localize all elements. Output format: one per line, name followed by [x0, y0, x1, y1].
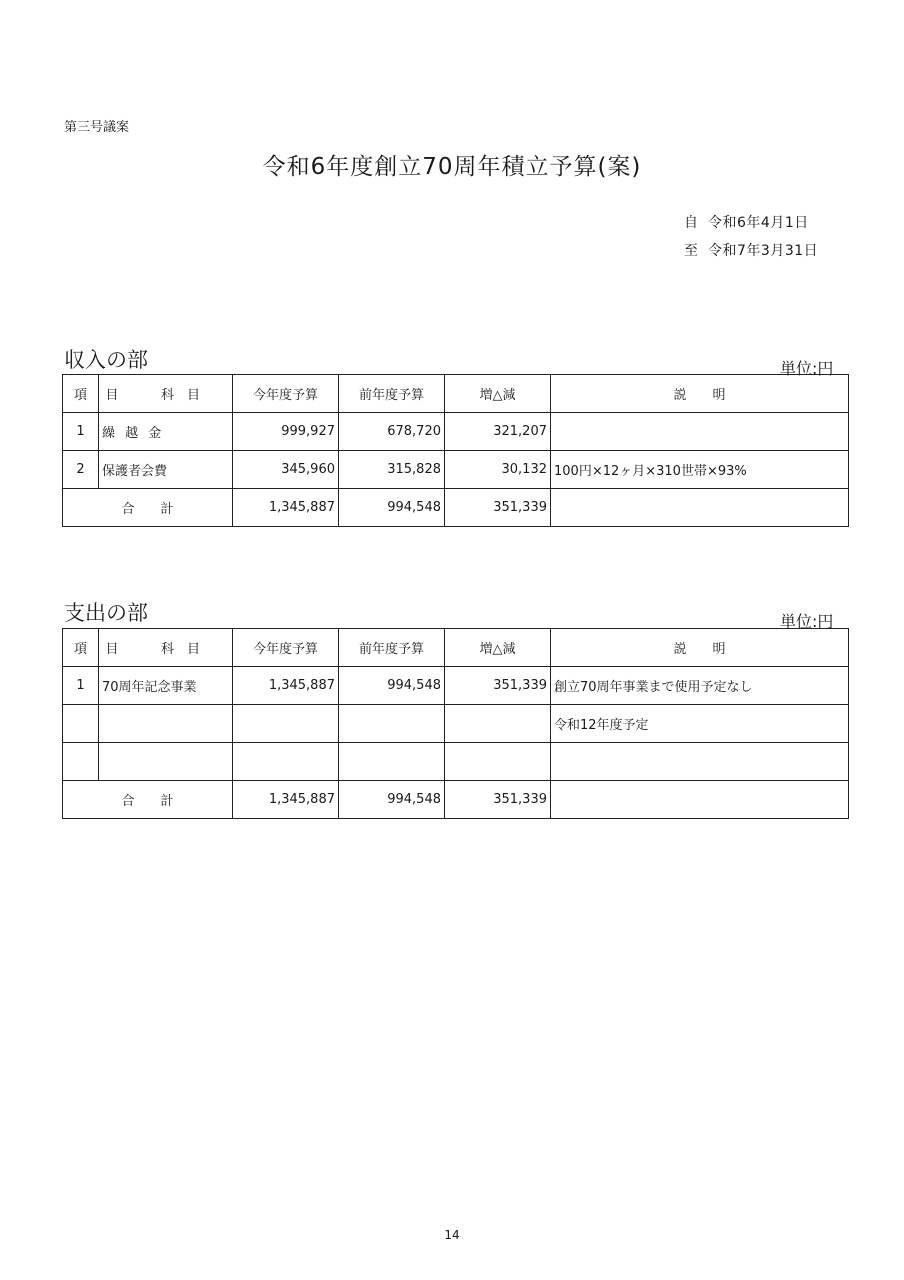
header-moku: 目: [105, 642, 119, 657]
row-name: [99, 743, 233, 781]
row-name: [99, 705, 233, 743]
expense-header-row: [63, 629, 849, 667]
row-description: [551, 743, 849, 781]
agenda-label: 第三号議案: [64, 120, 130, 135]
total-label: 合 計: [63, 489, 233, 527]
total-current: 1,345,887: [233, 489, 339, 527]
row-description: 令和12年度予定: [551, 705, 849, 743]
row-change: 351,339: [445, 667, 551, 705]
row-current: 345,960: [233, 451, 339, 489]
row-no: 1: [63, 413, 99, 451]
row-description: 創立70周年事業まで使用予定なし: [551, 667, 849, 705]
table-row: [63, 743, 849, 781]
total-previous: 994,548: [339, 781, 445, 819]
income-section-title: 収入の部: [64, 348, 148, 372]
header-current: 今年度予算: [233, 629, 339, 667]
total-label: 合 計: [63, 781, 233, 819]
row-change: 321,207: [445, 413, 551, 451]
page-number: 14: [444, 1228, 460, 1242]
header-kamoku: [99, 629, 233, 667]
header-item-no: 項: [63, 629, 99, 667]
row-change: [445, 743, 551, 781]
header-kamoku-label: 科 目: [160, 642, 200, 657]
table-row: [63, 667, 849, 705]
total-previous: 994,548: [339, 489, 445, 527]
expense-total-row: [63, 781, 849, 819]
total-description: [551, 489, 849, 527]
page-title: 令和6年度創立70周年積立予算(案): [262, 154, 642, 180]
row-description: [551, 413, 849, 451]
period-from-date: 令和6年4月1日: [708, 215, 809, 231]
row-no: [63, 743, 99, 781]
table-row: [63, 413, 849, 451]
header-description: 説 明: [551, 375, 849, 413]
row-previous: 678,720: [339, 413, 445, 451]
expense-table: [62, 628, 849, 819]
income-total-row: [63, 489, 849, 527]
expense-unit-label: 単位:円: [780, 612, 834, 631]
header-change: 増△減: [445, 629, 551, 667]
header-change: 増△減: [445, 375, 551, 413]
row-current: 999,927: [233, 413, 339, 451]
header-current: 今年度予算: [233, 375, 339, 413]
income-unit-label: 単位:円: [780, 359, 834, 378]
row-current: [233, 743, 339, 781]
total-change: 351,339: [445, 489, 551, 527]
row-previous: 994,548: [339, 667, 445, 705]
row-name: 70周年記念事業: [99, 667, 233, 705]
header-moku: 目: [105, 388, 119, 403]
row-no: 1: [63, 667, 99, 705]
period-to: [684, 240, 818, 260]
income-table: [62, 374, 849, 527]
row-no: 2: [63, 451, 99, 489]
total-description: [551, 781, 849, 819]
row-name: 繰 越 金: [99, 413, 233, 451]
header-previous: 前年度予算: [339, 375, 445, 413]
row-name: 保護者会費: [99, 451, 233, 489]
period-to-date: 令和7年3月31日: [708, 243, 819, 259]
period-from: [684, 212, 809, 232]
row-previous: 315,828: [339, 451, 445, 489]
header-previous: 前年度予算: [339, 629, 445, 667]
income-header-row: [63, 375, 849, 413]
row-previous: [339, 743, 445, 781]
period-to-label: 至: [684, 243, 699, 259]
total-current: 1,345,887: [233, 781, 339, 819]
row-previous: [339, 705, 445, 743]
row-no: [63, 705, 99, 743]
header-kamoku: [99, 375, 233, 413]
row-change: 30,132: [445, 451, 551, 489]
row-current: [233, 705, 339, 743]
row-change: [445, 705, 551, 743]
period-from-label: 自: [684, 215, 699, 231]
header-description: 説 明: [551, 629, 849, 667]
table-row: [63, 451, 849, 489]
row-current: 1,345,887: [233, 667, 339, 705]
total-change: 351,339: [445, 781, 551, 819]
header-kamoku-label: 科 目: [160, 388, 200, 403]
expense-section-title: 支出の部: [64, 601, 148, 625]
table-row: [63, 705, 849, 743]
row-description: 100円×12ヶ月×310世帯×93%: [551, 451, 849, 489]
header-item-no: 項: [63, 375, 99, 413]
